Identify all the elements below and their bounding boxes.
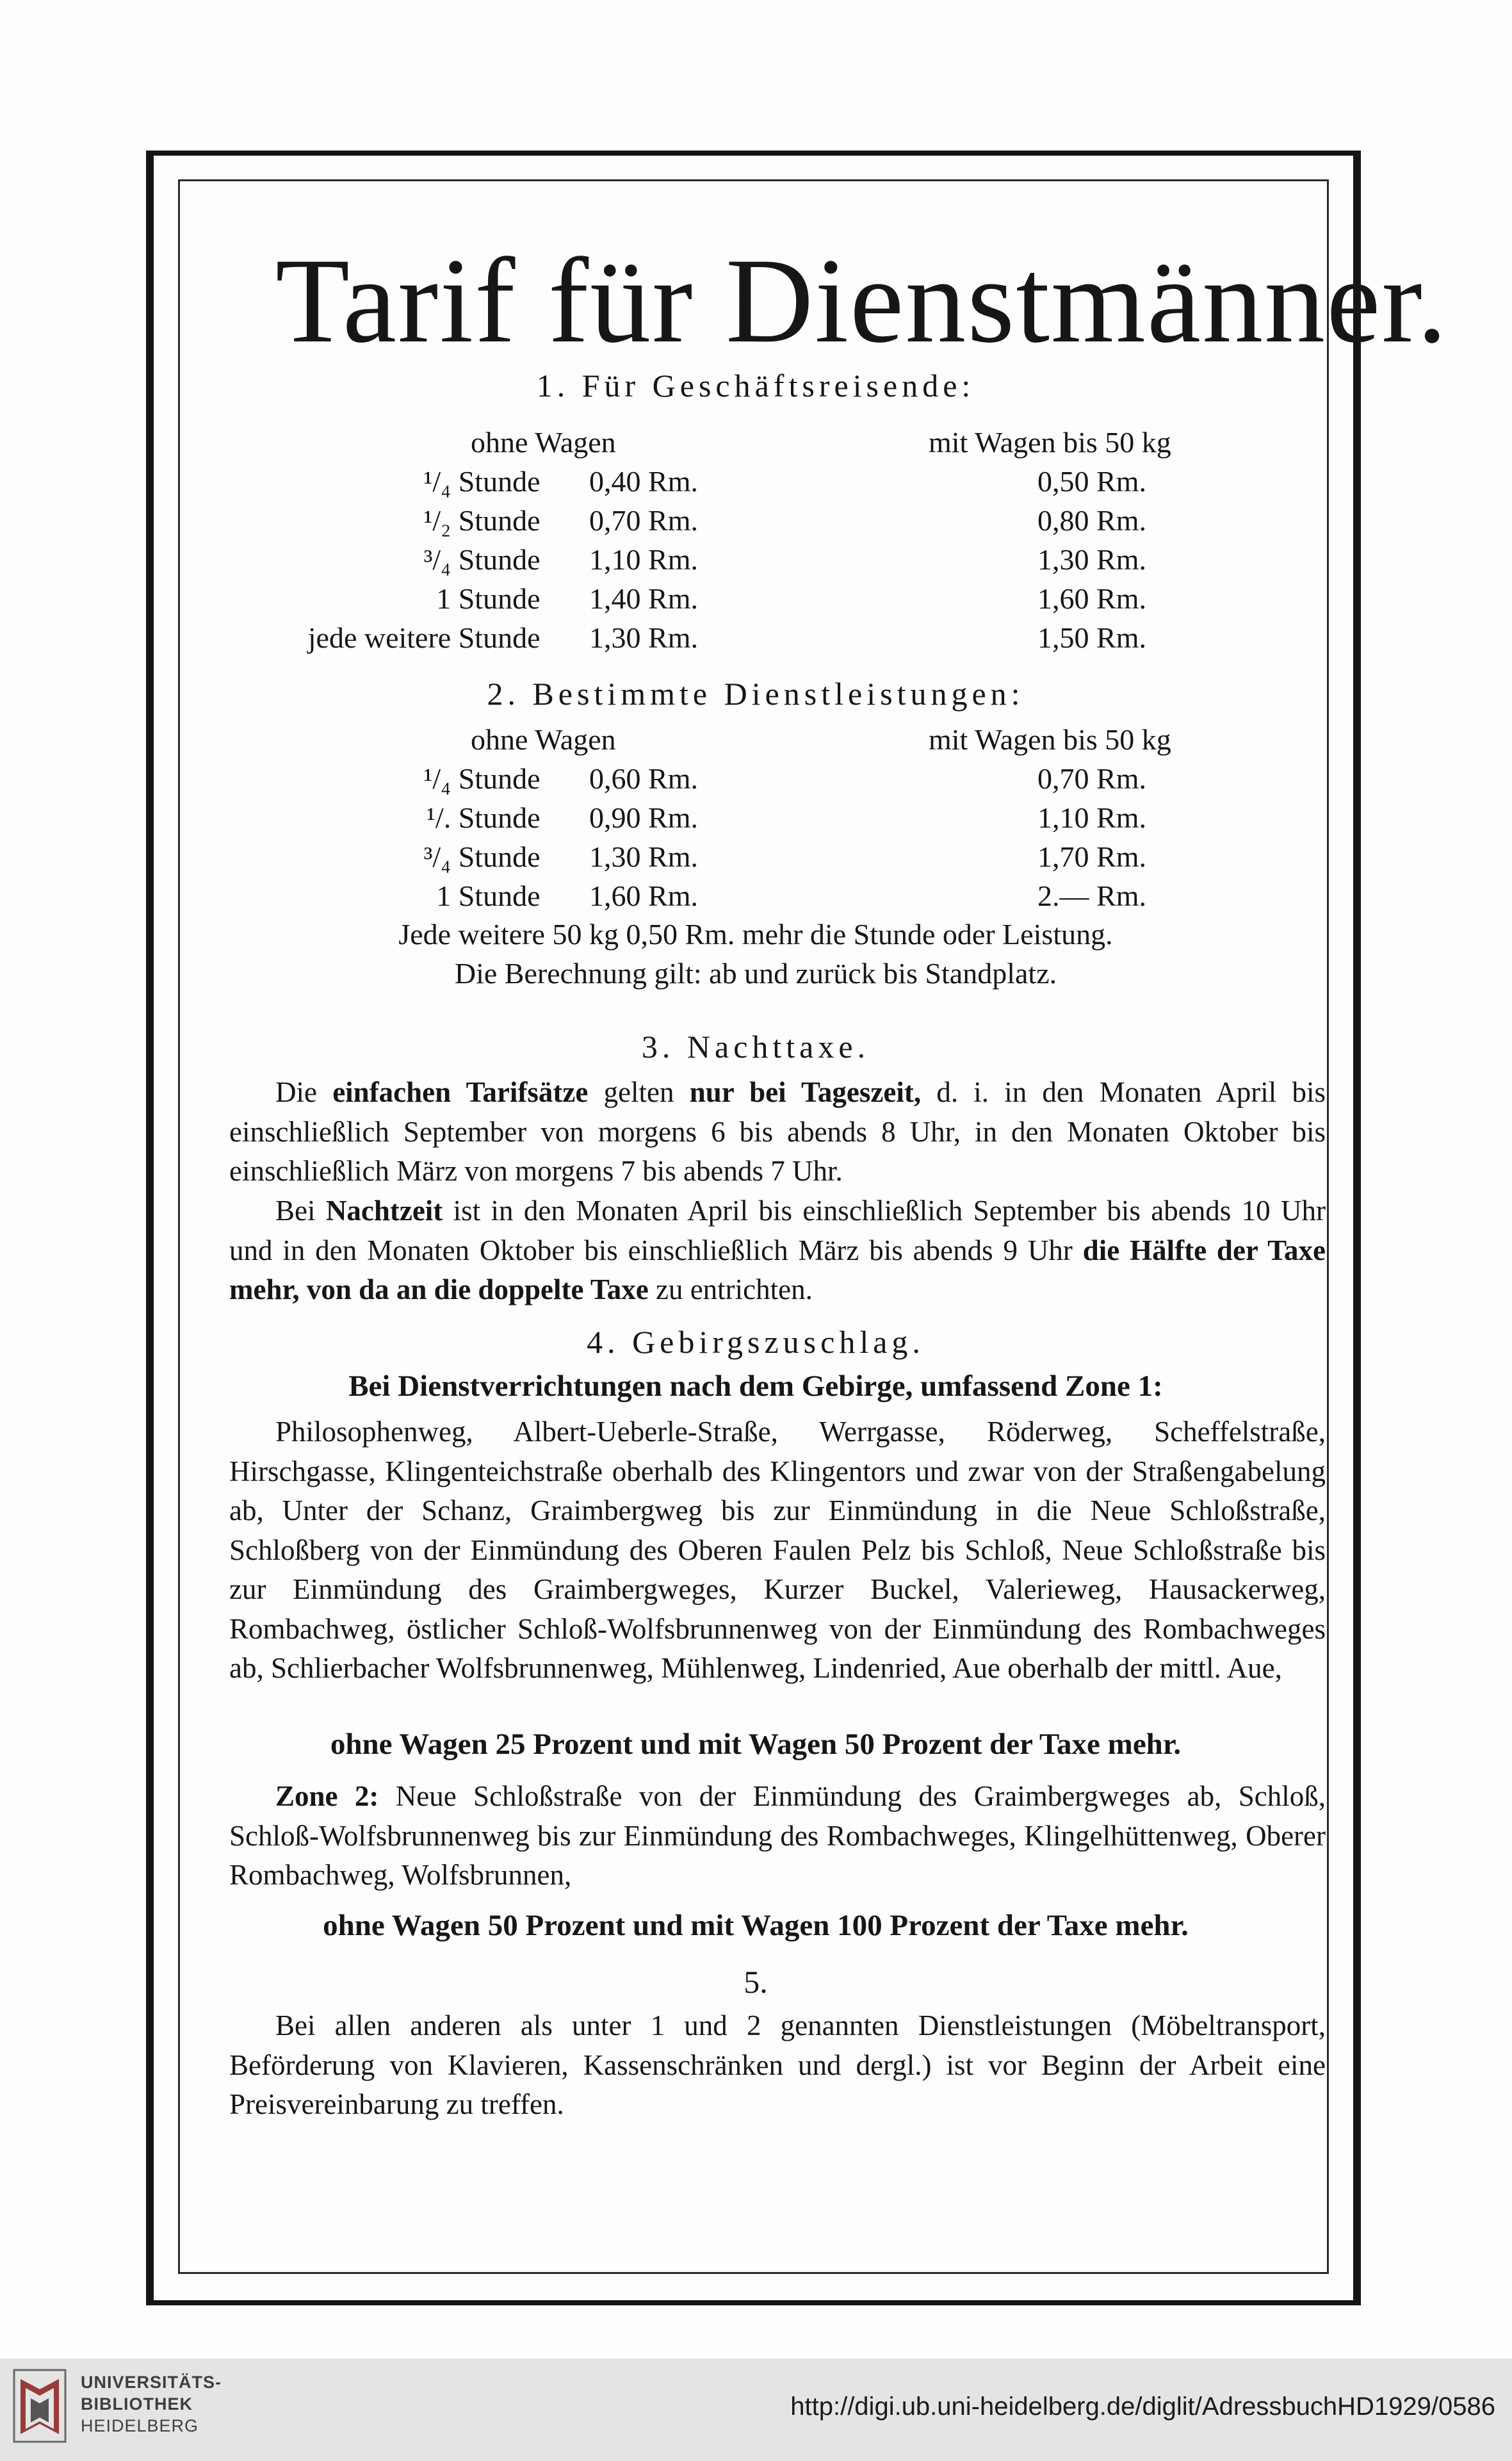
section2-note-extra-weight: Jede weitere 50 kg 0,50 Rm. mehr die Stunde oder Leistung. xyxy=(398,918,1113,951)
logo-line: HEIDELBERG xyxy=(81,2416,199,2435)
row-label: ³/₄ Stunde xyxy=(423,840,541,873)
section5-paragraph: Bei allen anderen als unter 1 und 2 genannten Dienstleistungen (Möbeltransport, Beförderung von Klavieren, Kassenschränken und dergl.) ist vor Beginn der Arbeit eine Preisvereinbarung zu treffen. xyxy=(229,2009,1326,2120)
row-right-price: 1,10 Rm. xyxy=(1037,801,1146,834)
zone1-surcharge: ohne Wagen 25 Prozent und mit Wagen 50 Prozent der Taxe mehr. xyxy=(330,1728,1182,1761)
section3-paragraph-night: Bei Nachtzeit ist in den Monaten April bis einschließlich September bis abends 10 Uhr und in den Monaten Oktober bis einschließlich März bis abends 9 Uhr die Hälfte der Taxe mehr, von da an die doppelte Taxe zu entrichten. xyxy=(229,1195,1326,1305)
row-right-price: 0,70 Rm. xyxy=(1037,762,1146,795)
row-right-price: 1,50 Rm. xyxy=(1037,621,1146,654)
row-left-price: 1,60 Rm. xyxy=(589,879,698,912)
section1-heading: 1. Für Geschäftsreisende: xyxy=(536,368,975,404)
row-right-price: 0,80 Rm. xyxy=(1037,504,1146,537)
page-title: Tarif für Dienstmänner. xyxy=(275,234,1449,368)
row-right-price: 1,70 Rm. xyxy=(1037,840,1146,873)
zone1-title: Bei Dienstverrichtungen nach dem Gebirge, umfassend Zone 1: xyxy=(348,1369,1163,1403)
row-left-price: 1,10 Rm. xyxy=(589,543,698,576)
row-label: ³/₄ Stunde xyxy=(423,543,541,576)
row-label: ¹/₂ Stunde xyxy=(423,504,541,537)
row-right-price: 1,60 Rm. xyxy=(1037,582,1146,615)
table-row xyxy=(320,840,698,874)
zone1-streets: Philosophenweg, Albert-Ueberle-Straße, Werrgasse, Röderweg, Scheffelstraße, Hirschgasse, Klingenteichstraße oberhalb des Klingentors und zwar von der Straßengabelung ab, Unter der Schanz, Graimbergweg bis zur Einmündung in die Neue Schloßstraße, Schloßberg von der Einmündung des Oberen Faulen Pelz bis Schloß, Neue Schloßstraße bis zur Einmündung des Graimbergweges, Kurzer Buckel, Valerieweg, Hausackerweg, Rombachweg, östlicher Schloß-Wolfsbrunnenweg von der Einmündung des Rombachweges ab, Schlierbacher Wolfsbrunnenweg, Mühlenweg, Lindenried, Aue oberhalb der mittl. Aue, xyxy=(229,1416,1326,1684)
row-left-price: 1,30 Rm. xyxy=(589,621,698,654)
section3-paragraph-day: Die einfachen Tarifsätze gelten nur bei Tageszeit, d. i. in den Monaten April bis einschließlich September von morgens 6 bis abends 8 Uhr, in den Monaten Oktober bis einschließlich März von morgens 7 bis abends 7 Uhr. xyxy=(229,1076,1326,1187)
row-right-price: 0,50 Rm. xyxy=(1037,465,1146,498)
section2-col-right: mit Wagen bis 50 kg xyxy=(929,723,1171,756)
table-row xyxy=(320,464,698,498)
section2-col-left: ohne Wagen xyxy=(471,723,616,756)
row-left-price: 0,40 Rm. xyxy=(589,465,698,498)
row-label: jede weitere Stunde xyxy=(307,621,541,654)
zone2-surcharge: ohne Wagen 50 Prozent und mit Wagen 100 Prozent der Taxe mehr. xyxy=(323,1909,1189,1942)
row-right-price: 2.— Rm. xyxy=(1037,879,1146,912)
row-left-price: 1,40 Rm. xyxy=(589,582,698,615)
table-row xyxy=(269,621,698,655)
section3-heading: 3. Nachttaxe. xyxy=(641,1029,870,1065)
logo-line: BIBLIOTHEK xyxy=(81,2394,193,2414)
table-row xyxy=(320,582,698,616)
table-row xyxy=(320,801,698,835)
zone2-streets: Zone 2: Neue Schloßstraße von der Einmündung des Graimbergweges ab, Schloß, Schloß-Wolfsbrunnenweg bis zur Einmündung des Rombachweges, Klingelhüttenweg, Oberer Rombachweg, Wolfsbrunnen, xyxy=(229,1780,1326,1891)
row-left-price: 0,70 Rm. xyxy=(589,504,698,537)
section4-heading: 4. Gebirgszuschlag. xyxy=(587,1324,925,1360)
row-left-price: 1,30 Rm. xyxy=(589,840,698,873)
row-left-price: 0,90 Rm. xyxy=(589,801,698,834)
row-label: 1 Stunde xyxy=(436,582,541,615)
table-row xyxy=(320,503,698,537)
table-row xyxy=(320,879,698,913)
table-row xyxy=(320,762,698,796)
logo-line: UNIVERSITÄTS- xyxy=(81,2373,222,2392)
section2-note-calculation: Die Berechnung gilt: ab und zurück bis Standplatz. xyxy=(454,957,1057,990)
row-right-price: 1,30 Rm. xyxy=(1037,543,1146,576)
row-label: ¹/₄ Stunde xyxy=(423,465,541,498)
section5-heading: 5. xyxy=(744,1964,768,2000)
table-row xyxy=(320,543,698,576)
university-seal-icon xyxy=(12,2367,68,2444)
row-label: 1 Stunde xyxy=(436,879,541,912)
section2-heading: 2. Bestimmte Dienstleistungen: xyxy=(487,676,1025,712)
row-left-price: 0,60 Rm. xyxy=(589,762,698,795)
row-label: ¹/. Stunde xyxy=(427,801,541,834)
source-url-link[interactable]: http://digi.ub.uni-heidelberg.de/diglit/AdressbuchHD1929/0586 xyxy=(790,2392,1495,2421)
library-logo-text xyxy=(81,2371,222,2437)
section1-col-left: ohne Wagen xyxy=(471,426,616,459)
section1-col-right: mit Wagen bis 50 kg xyxy=(929,426,1171,459)
row-label: ¹/₄ Stunde xyxy=(423,762,541,795)
